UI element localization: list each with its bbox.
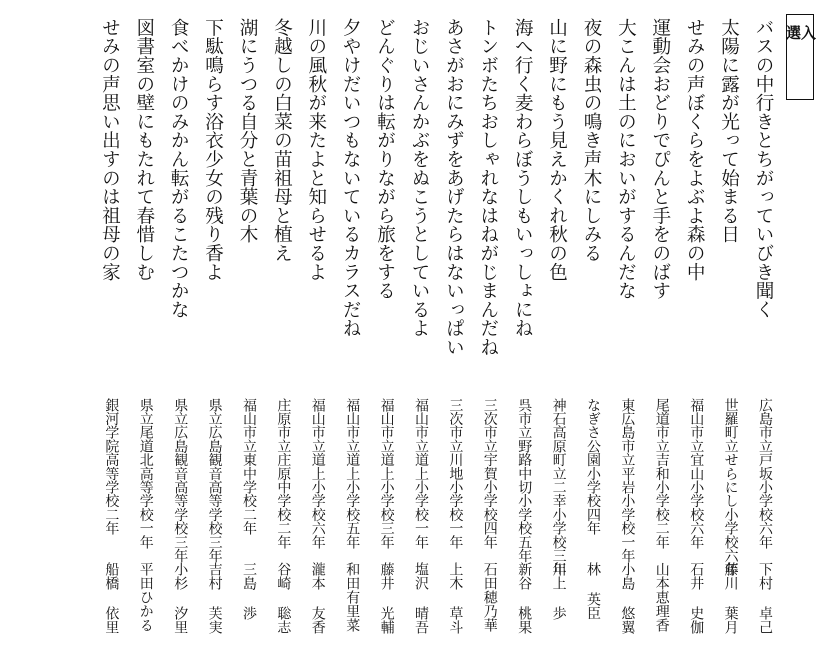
school-grade: 呉市立野路中切小学校五年 bbox=[516, 398, 533, 563]
author-name: 上木 草斗 bbox=[447, 562, 464, 634]
haiku-text: どんぐりは転がりながら旅をする bbox=[374, 18, 396, 300]
school-grade: 神石高原町立二幸小学校三年 bbox=[550, 398, 567, 577]
school-grade: 福山市立道上小学校六年 bbox=[309, 398, 326, 549]
haiku-text: 湖にうつる自分と青葉の木 bbox=[237, 18, 258, 244]
school-grade: 東広島市立平岩小学校一年 bbox=[619, 398, 636, 563]
haiku-text: あさがおにみずをあげたらはないっぱい bbox=[443, 18, 465, 357]
school-grade: 銀河学院高等学校二年 bbox=[103, 398, 120, 536]
author-name: 石井 史伽 bbox=[688, 562, 705, 634]
author-name: 平田ひかる bbox=[137, 562, 154, 632]
haiku-text: 太陽に露が光って始まる日 bbox=[718, 18, 740, 244]
author-name: 新谷 桃果 bbox=[516, 562, 533, 634]
school-grade: 福山市立東中学校二年 bbox=[241, 398, 257, 536]
haiku-text: 食べかけのみかん転がるこたつかな bbox=[168, 18, 190, 319]
haiku-text: 大こんは土のにおいがするんだな bbox=[615, 18, 637, 300]
school-grade: 福山市立道上小学校一年 bbox=[413, 398, 429, 549]
haiku-text: 川の風秋が来たよと知らせるよ bbox=[305, 18, 327, 282]
author-name: 塩沢 晴吾 bbox=[413, 562, 429, 634]
author-name: 小杉 汐里 bbox=[172, 562, 189, 634]
author-name: 山本恵理香 bbox=[653, 562, 670, 632]
haiku-text: 夜の森虫の鳴き声木にしみる bbox=[581, 18, 602, 263]
author-name: 船橋 依里 bbox=[103, 562, 120, 634]
section-title: 入 選 bbox=[784, 25, 817, 54]
author-name: 吉村 芙実 bbox=[206, 562, 223, 634]
haiku-text: おじいさんかぶをぬこうとしているよ bbox=[409, 18, 430, 338]
author-name: 瀧本 友香 bbox=[309, 562, 326, 634]
school-grade: 庄原市立庄原中学校二年 bbox=[275, 398, 292, 549]
haiku-text: 運動会おどりでぴんと手をのばす bbox=[649, 18, 671, 300]
haiku-text: 海へ行く麦わらぼうしもいっしょにね bbox=[512, 18, 534, 338]
school-grade: 福山市立宜山小学校六年 bbox=[688, 398, 705, 549]
author-name: 小島 悠翼 bbox=[619, 562, 636, 634]
author-name: 下村 卓己 bbox=[757, 562, 773, 634]
author-name: 林 英臣 bbox=[585, 562, 601, 620]
haiku-text: せみの声思い出すのは祖母の家 bbox=[99, 18, 121, 282]
author-name: 川上 歩 bbox=[550, 562, 567, 620]
haiku-text: 夕やけだいつもないているカラスだね bbox=[340, 18, 362, 338]
school-grade: 三次市立川地小学校一年 bbox=[447, 398, 464, 549]
haiku-text: バスの中行きとちがっていびき聞く bbox=[753, 18, 774, 319]
school-grade: 県立広島観音高等学校三年 bbox=[206, 398, 223, 563]
school-grade: 尾道市立吉和小学校二年 bbox=[653, 398, 670, 549]
haiku-text: 冬越しの白菜の苗祖母と植え bbox=[271, 18, 293, 263]
author-name: 藤川 葉月 bbox=[722, 562, 739, 634]
author-name: 石田穂乃華 bbox=[481, 562, 498, 632]
school-grade: 世羅町立せらにし小学校六年 bbox=[722, 398, 739, 577]
haiku-text: せみの声ぼくらをよぶよ森の中 bbox=[684, 18, 706, 282]
haiku-text: 図書室の壁にもたれて春惜しむ bbox=[133, 18, 155, 282]
school-grade: 三次市立宇賀小学校四年 bbox=[481, 398, 498, 549]
school-grade: 福山市立道上小学校五年 bbox=[344, 398, 361, 549]
section-heading-box bbox=[784, 14, 817, 100]
author-name: 和田有里菜 bbox=[344, 562, 361, 632]
author-name: 谷崎 聡志 bbox=[275, 562, 292, 634]
school-grade: 県立尾道北高等学校一年 bbox=[137, 398, 154, 549]
school-grade: なぎさ公園小学校四年 bbox=[585, 398, 601, 536]
school-grade: 広島市立戸坂小学校六年 bbox=[757, 398, 773, 549]
author-name: 三島 渉 bbox=[241, 562, 257, 620]
school-grade: 福山市立道上小学校三年 bbox=[378, 398, 395, 549]
author-name: 藤井 光輔 bbox=[378, 562, 395, 634]
haiku-text: 下駄鳴らす浴衣少女の残り香よ bbox=[202, 18, 224, 282]
school-grade: 県立広島観音高等学校三年 bbox=[172, 398, 189, 563]
haiku-text: 山に野にもう見えかくれ秋の色 bbox=[546, 18, 568, 282]
haiku-text: トンボたちおしゃれなはねがじまんだね bbox=[477, 18, 499, 357]
